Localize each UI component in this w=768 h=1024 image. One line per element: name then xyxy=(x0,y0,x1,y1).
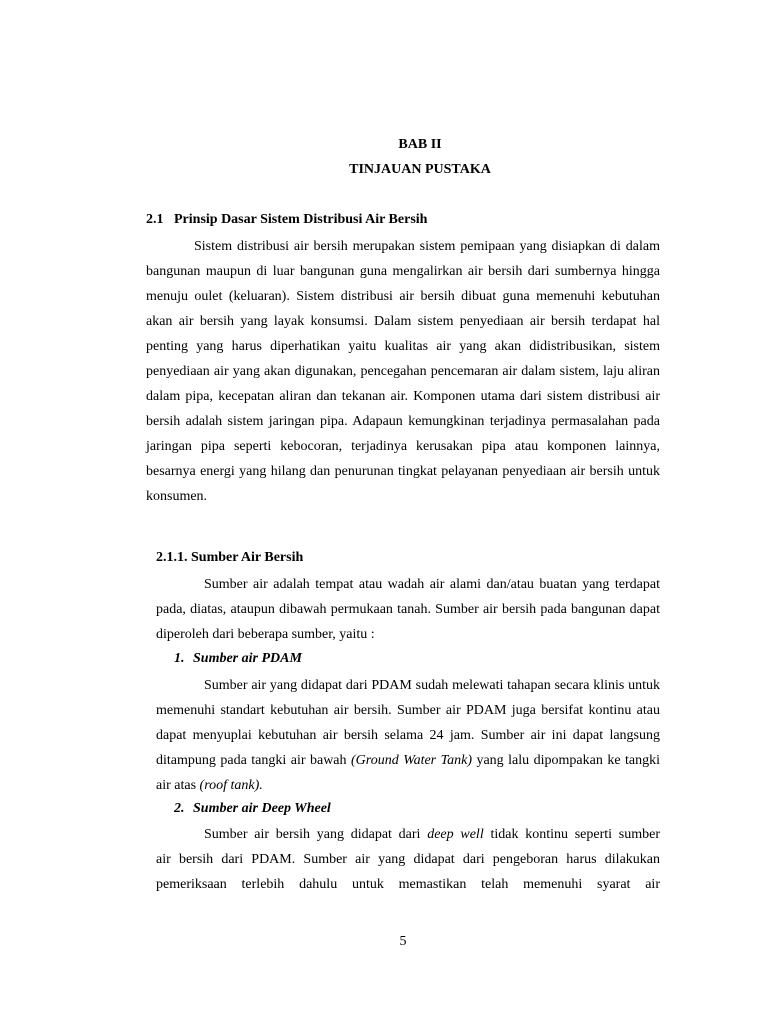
paragraph-text: yang lalu dipompakan ke tangki air atas xyxy=(156,753,661,793)
list-item-title: Sumber air PDAM xyxy=(193,651,302,666)
list-item-paragraph xyxy=(156,673,660,798)
list-item-heading xyxy=(174,651,302,667)
list-item-number: 1. xyxy=(174,651,185,666)
paragraph-line: pemeriksaan terlebih dahulu untuk memastikan telah memenuhi syarat air xyxy=(156,877,660,892)
page-number: 5 xyxy=(399,934,407,949)
subsection-heading: 2.1.1. Sumber Air Bersih xyxy=(156,550,304,565)
list-item-number: 2. xyxy=(174,801,185,816)
list-item-title: Sumber air Deep Wheel xyxy=(193,801,331,816)
paragraph-text: Sumber air bersih yang didapat dari xyxy=(204,827,428,842)
subsection-paragraph-text: Sumber air adalah tempat atau wadah air alami dan/atau buatan yang terdapat pada, diatas, ataupun dibawah permukaan tanah. Sumber air bersih pada bangunan dapat diperoleh dari beberapa sumber, yaitu : xyxy=(156,577,660,642)
italic-term: (Ground Water Tank) xyxy=(351,753,472,768)
list-item-paragraph xyxy=(156,822,660,897)
paragraph-text: tidak kontinu seperti sumber xyxy=(483,827,661,842)
section-paragraph xyxy=(146,234,660,509)
paragraph-line xyxy=(156,822,660,847)
paragraph-line: air bersih dari PDAM. Sumber air yang didapat dari pengeboran harus dilakukan xyxy=(156,852,660,867)
section-number: 2.1 xyxy=(146,212,164,227)
chapter-title: TINJAUAN PUSTAKA xyxy=(349,162,491,177)
italic-term: deep well xyxy=(427,827,484,842)
list-item-heading xyxy=(174,801,331,817)
italic-term: (roof tank). xyxy=(199,778,263,793)
paragraph-text: Sumber air yang didapat dari PDAM sudah melewati tahapan secara klinis untuk memenuhi standart kebutuhan air bersih. Sumber air PDAM juga bersifat kontinu atau dapat menyuplai kebutuhan air bersih selama 24 jam. Sumber air ini dapat langsung ditampung pada tangki air bawah xyxy=(156,678,660,768)
subsection-paragraph xyxy=(156,572,660,647)
section-heading xyxy=(146,212,427,228)
section-title: Prinsip Dasar Sistem Distribusi Air Bersih xyxy=(174,212,428,227)
section-paragraph-text: Sistem distribusi air bersih merupakan sistem pemipaan yang disiapkan di dalam bangunan maupun di luar bangunan guna mengalirkan air bersih dari sumbernya hingga menuju oulet (keluaran). Sistem distribusi air bersih dibuat guna memenuhi kebutuhan akan air bersih yang layak konsumsi. Dalam sistem penyediaan air bersih terdapat hal penting yang harus diperhatikan yaitu kualitas air yang akan didistribusikan, sistem penyediaan air yang akan digunakan, pencegahan pencemaran air dalam sistem, laju aliran dalam pipa, kecepatan aliran dan tekanan air. Komponen utama dari sistem distribusi air bersih adalah sistem jaringan pipa. Adapaun kemungkinan terjadinya permasalahan pada jaringan pipa seperti kebocoran, terjadinya kerusakan pipa atau komponen lainnya, besarnya energi yang hilang dan penurunan tingkat pelayanan penyediaan air bersih untuk konsumen. xyxy=(146,239,660,504)
chapter-number: BAB II xyxy=(398,137,442,152)
